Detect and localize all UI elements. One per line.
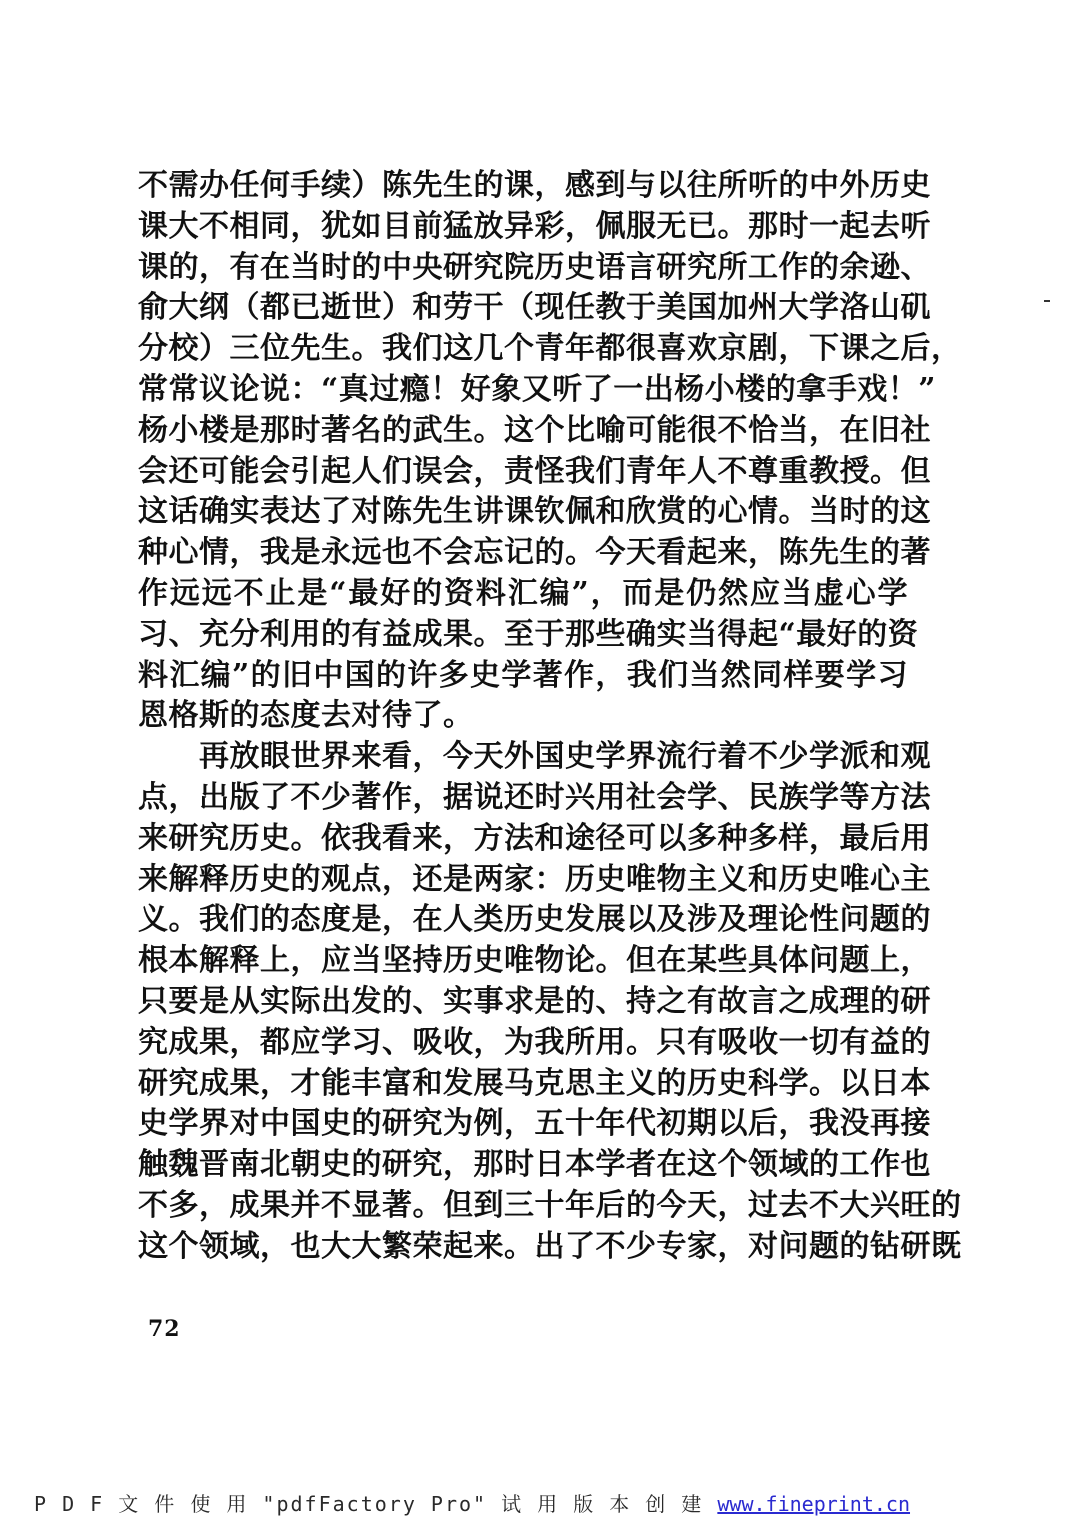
scan-mark [1044, 300, 1050, 302]
text-line: 这话确实表达了对陈先生讲课钦佩和欣赏的心情。当时的这 [138, 494, 931, 530]
text-line: 不需办任何手续）陈先生的课，感到与以往所听的中外历史 [138, 168, 931, 203]
text-line: 恩格斯的态度去对待了。 [138, 698, 474, 734]
text-line: 触魏晋南北朝史的研究，那时日本学者在这个领域的工作也 [138, 1147, 931, 1183]
footer-text: P D F 文 件 使 用 "pdfFactory Pro" 试 用 版 本 创 建 [34, 1492, 704, 1516]
text-line: 不多，成果并不显著。但到三十年后的今天，过去不大兴旺的 [138, 1187, 962, 1223]
text-line: 种心情，我是永远也不会忘记的。今天看起来，陈先生的著 [138, 535, 931, 571]
text-line: 习、充分利用的有益成果。至于那些确实当得起“最好的资 [138, 616, 919, 652]
text-line: 会还可能会引起人们误会，责怪我们青年人不尊重教授。但 [138, 453, 931, 489]
text-line: 课大不相同，犹如目前猛放异彩，佩服无已。那时一起去听 [138, 208, 931, 244]
text-line: 根本解释上，应当坚持历史唯物论。但在某些具体问题上， [138, 943, 931, 979]
pdf-footer [34, 1488, 910, 1517]
text-line: 分校）三位先生。我们这几个青年都很喜欢京剧，下课之后， [138, 331, 962, 367]
footer-link[interactable]: www.fineprint.cn [717, 1492, 911, 1516]
body-text [138, 166, 962, 1268]
text-line: 俞大纲（都已逝世）和劳干（现任教于美国加州大学洛山矶 [138, 290, 931, 326]
text-line: 来解释历史的观点，还是两家：历史唯物主义和历史唯心主 [138, 861, 931, 897]
text-line: 研究成果，才能丰富和发展马克思主义的历史科学。以日本 [138, 1065, 931, 1101]
text-line: 义。我们的态度是，在人类历史发展以及涉及理论性问题的 [138, 902, 931, 938]
text-line: 常常议论说：“真过瘾！好象又听了一出杨小楼的拿手戏！” [138, 371, 937, 407]
text-line: 点，出版了不少著作，据说还时兴用社会学、民族学等方法 [138, 779, 931, 815]
text-line: 再放眼世界来看，今天外国史学界流行着不少学派和观 [138, 739, 931, 775]
text-line: 究成果，都应学习、吸收，为我所用。只有吸收一切有益的 [138, 1024, 931, 1060]
text-line: 杨小楼是那时著名的武生。这个比喻可能很不恰当，在旧社 [138, 412, 931, 448]
text-line: 课的，有在当时的中央研究院历史语言研究所工作的余逊、 [138, 249, 931, 285]
text-line: 作远远不止是“最好的资料汇编”，而是仍然应当虚心学 [138, 575, 908, 611]
text-line: 来研究历史。依我看来，方法和途径可以多种多样，最后用 [138, 820, 931, 856]
page-number: 72 [148, 1316, 181, 1342]
text-line: 这个领域，也大大繁荣起来。出了不少专家，对问题的钻研既 [138, 1228, 962, 1264]
text-line: 史学界对中国史的研究为例，五十年代初期以后，我没再接 [138, 1106, 931, 1142]
text-line: 料汇编”的旧中国的许多史学著作，我们当然同样要学习 [138, 657, 908, 693]
text-line: 只要是从实际出发的、实事求是的、持之有故言之成理的研 [138, 983, 931, 1019]
